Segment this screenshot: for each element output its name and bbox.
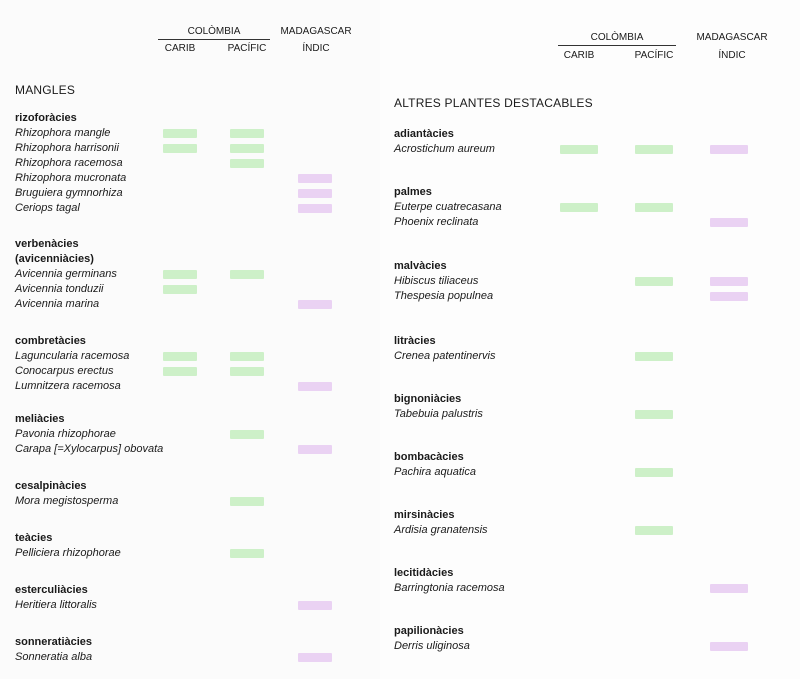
pacific-presence-bar bbox=[635, 352, 673, 361]
madagascar-header: MADAGASCAR bbox=[280, 26, 352, 37]
indic-presence-bar bbox=[710, 145, 748, 154]
carib-presence-bar bbox=[163, 144, 197, 153]
indic-header: ÍNDIC bbox=[302, 43, 330, 54]
family-name: rizoforàcies bbox=[15, 112, 77, 124]
family-name: esterculiàcies bbox=[15, 584, 88, 596]
indic-header: ÍNDIC bbox=[718, 50, 746, 61]
pacific-header: PACÍFIC bbox=[634, 50, 674, 61]
species-name: Hibiscus tiliaceus bbox=[394, 275, 479, 287]
species-name: Avicennia tonduzii bbox=[15, 283, 104, 295]
species-name: Derris uliginosa bbox=[394, 640, 470, 652]
pacific-presence-bar bbox=[230, 430, 264, 439]
species-name: Rhizophora racemosa bbox=[15, 157, 123, 169]
species-name: Rhizophora harrisonii bbox=[15, 142, 119, 154]
species-name: Avicennia germinans bbox=[15, 268, 117, 280]
pacific-presence-bar bbox=[230, 159, 264, 168]
species-name: Ceriops tagal bbox=[15, 202, 80, 214]
species-name: Pavonia rhizophorae bbox=[15, 428, 116, 440]
carib-presence-bar bbox=[163, 285, 197, 294]
family-name: adiantàcies bbox=[394, 128, 454, 140]
family-name-note: (avicenniàcies) bbox=[15, 253, 94, 265]
species-name: Lumnitzera racemosa bbox=[15, 380, 121, 392]
species-name: Mora megistosperma bbox=[15, 495, 119, 507]
indic-presence-bar bbox=[298, 204, 332, 213]
indic-presence-bar bbox=[710, 584, 748, 593]
colombia-header: COLÒMBIA bbox=[590, 32, 644, 43]
indic-presence-bar bbox=[710, 218, 748, 227]
pacific-presence-bar bbox=[635, 526, 673, 535]
family-name: meliàcies bbox=[15, 413, 65, 425]
family-name: verbenàcies bbox=[15, 238, 79, 250]
carib-presence-bar bbox=[163, 352, 197, 361]
pacific-presence-bar bbox=[635, 277, 673, 286]
section-title: ALTRES PLANTES DESTACABLES bbox=[394, 96, 593, 110]
other-plants-panel bbox=[380, 0, 800, 679]
species-name: Acrostichum aureum bbox=[394, 143, 495, 155]
pacific-presence-bar bbox=[230, 367, 264, 376]
family-name: lecitidàcies bbox=[394, 567, 454, 579]
species-name: Tabebuia palustris bbox=[394, 408, 483, 420]
species-name: Ardisia granatensis bbox=[394, 524, 488, 536]
pacific-presence-bar bbox=[230, 270, 264, 279]
section-title: MANGLES bbox=[15, 83, 76, 97]
family-name: bombacàcies bbox=[394, 451, 464, 463]
pacific-presence-bar bbox=[635, 468, 673, 477]
family-name: combretàcies bbox=[15, 335, 86, 347]
indic-presence-bar bbox=[710, 292, 748, 301]
species-name: Thespesia populnea bbox=[394, 290, 494, 302]
indic-presence-bar bbox=[298, 382, 332, 391]
family-name: cesalpinàcies bbox=[15, 480, 87, 492]
family-name: mirsinàcies bbox=[394, 509, 455, 521]
carib-presence-bar bbox=[560, 145, 598, 154]
species-name: Pachira aquatica bbox=[394, 466, 476, 478]
species-name: Bruguiera gymnorhiza bbox=[15, 187, 123, 199]
pacific-presence-bar bbox=[230, 352, 264, 361]
pacific-presence-bar bbox=[230, 549, 264, 558]
family-name: teàcies bbox=[15, 532, 53, 544]
species-name: Euterpe cuatrecasana bbox=[394, 201, 502, 213]
pacific-presence-bar bbox=[230, 129, 264, 138]
species-name: Avicennia marina bbox=[15, 298, 100, 310]
pacific-presence-bar bbox=[635, 145, 673, 154]
species-name: Sonneratia alba bbox=[15, 651, 93, 663]
family-name: litràcies bbox=[394, 335, 436, 347]
species-name: Carapa [=Xylocarpus] obovata bbox=[15, 443, 164, 455]
carib-header: CARIB bbox=[164, 43, 196, 54]
carib-presence-bar bbox=[560, 203, 598, 212]
pacific-presence-bar bbox=[230, 144, 264, 153]
family-name: bignoniàcies bbox=[394, 393, 462, 405]
carib-header: CARIB bbox=[563, 50, 595, 61]
indic-presence-bar bbox=[298, 174, 332, 183]
pacific-presence-bar bbox=[230, 497, 264, 506]
family-name: palmes bbox=[394, 186, 432, 198]
pacific-presence-bar bbox=[635, 203, 673, 212]
indic-presence-bar bbox=[710, 642, 748, 651]
carib-presence-bar bbox=[163, 367, 197, 376]
family-name: malvàcies bbox=[394, 260, 447, 272]
species-name: Pelliciera rhizophorae bbox=[15, 547, 121, 559]
indic-presence-bar bbox=[298, 601, 332, 610]
indic-presence-bar bbox=[298, 189, 332, 198]
species-name: Rhizophora mangle bbox=[15, 127, 111, 139]
mangroves-panel bbox=[0, 0, 380, 679]
family-name: papilionàcies bbox=[394, 625, 464, 637]
colombia-header: COLÒMBIA bbox=[187, 26, 241, 37]
carib-presence-bar bbox=[163, 270, 197, 279]
species-name: Heritiera littoralis bbox=[15, 599, 97, 611]
indic-presence-bar bbox=[298, 653, 332, 662]
colombia-header-rule bbox=[558, 45, 676, 46]
pacific-header: PACÍFIC bbox=[227, 43, 267, 54]
colombia-header-rule bbox=[158, 39, 270, 40]
carib-presence-bar bbox=[163, 129, 197, 138]
species-name: Crenea patentinervis bbox=[394, 350, 496, 362]
species-name: Barringtonia racemosa bbox=[394, 582, 505, 594]
species-name: Rhizophora mucronata bbox=[15, 172, 127, 184]
pacific-presence-bar bbox=[635, 410, 673, 419]
indic-presence-bar bbox=[710, 277, 748, 286]
madagascar-header: MADAGASCAR bbox=[696, 32, 768, 43]
species-name: Phoenix reclinata bbox=[394, 216, 479, 228]
indic-presence-bar bbox=[298, 300, 332, 309]
indic-presence-bar bbox=[298, 445, 332, 454]
species-name: Conocarpus erectus bbox=[15, 365, 114, 377]
family-name: sonneratiàcies bbox=[15, 636, 93, 648]
species-name: Laguncularia racemosa bbox=[15, 350, 130, 362]
